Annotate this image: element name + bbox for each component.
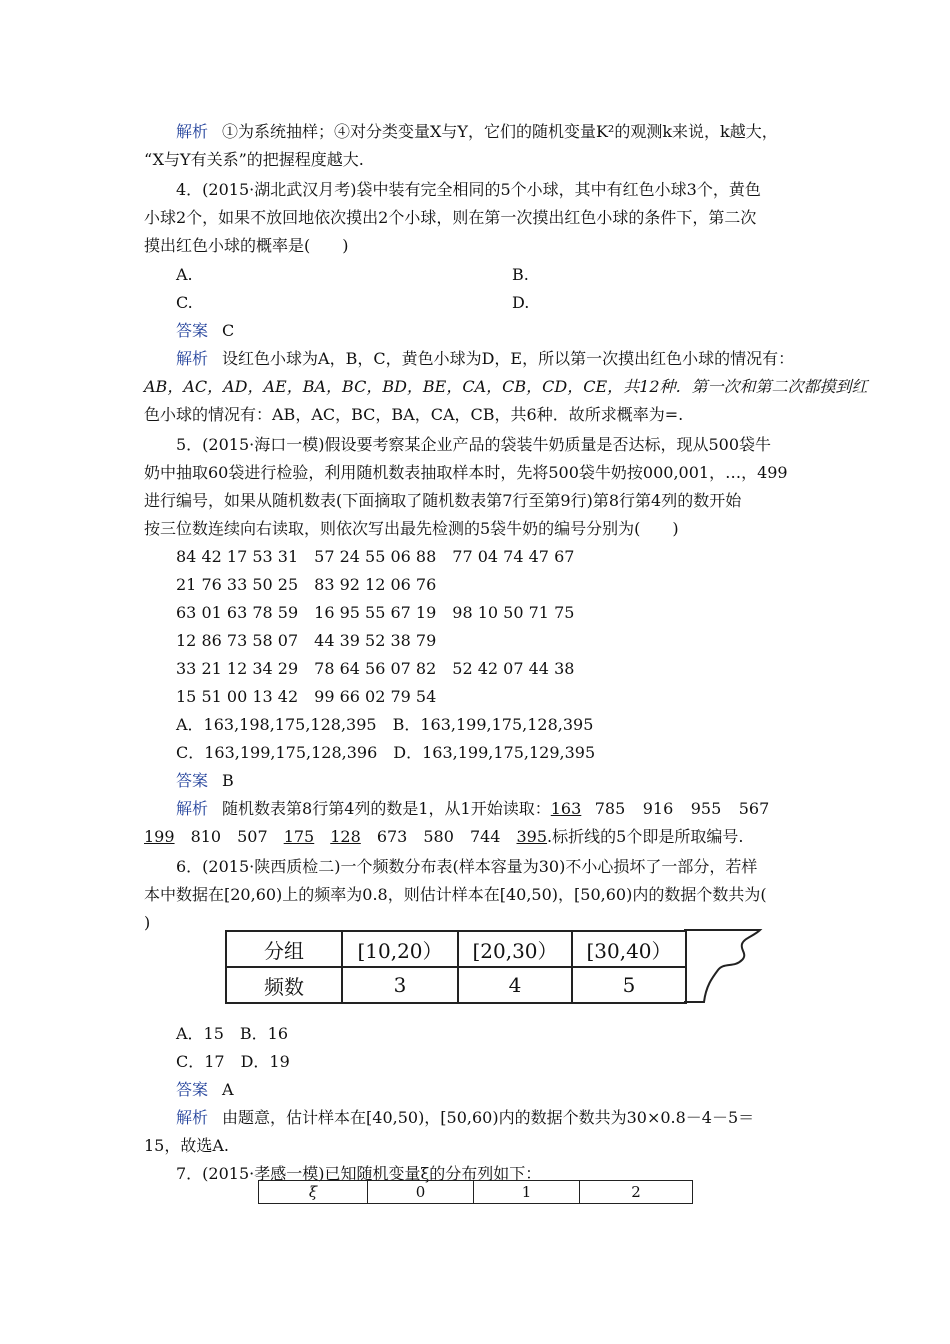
q5-answer-line: [176, 767, 234, 795]
answer-tag: 答案: [176, 1080, 209, 1099]
table-row: [226, 931, 686, 967]
q4-analysis-line-1: [176, 345, 794, 373]
q5-answer: B: [222, 771, 234, 790]
table-cell: 频数: [226, 967, 342, 1003]
random-number: 916: [642, 799, 674, 818]
q4-analysis-text-2: AB，AC，AD，AE，BA，BC，BD，BE，CA，CB，CD，CE，共12种．第一次和第二次都摸到红: [144, 377, 868, 396]
random-number: 507: [237, 827, 268, 846]
q4-option-d: D.: [512, 293, 530, 312]
table-cell: 1: [474, 1181, 580, 1204]
q6-analysis-text-1: 由题意，估计样本在[40,50)，[50,60)内的数据个数共为30×0.8－4－5＝: [222, 1108, 755, 1127]
analysis-tag: 解析: [176, 1108, 209, 1127]
q6-analysis-text-2: 15，故选A.: [144, 1136, 230, 1155]
distribution-table: [258, 1180, 693, 1204]
q5-analysis-head: 随机数表第8行第4列的数是1，从1开始读取：: [222, 799, 551, 818]
q4-analysis-text-3: 色小球的情况有：AB，AC，BC，BA，CA，CB，共6种．故所求概率为=.: [144, 405, 684, 424]
q5-analysis-line-1: [176, 795, 769, 823]
q6-analysis-line-1: [176, 1104, 754, 1132]
selected-number: 175: [283, 827, 315, 846]
random-number: 744: [469, 827, 501, 846]
table-cell: 5: [572, 967, 686, 1003]
answer-tag: 答案: [176, 321, 209, 340]
random-number: 567: [738, 799, 770, 818]
table-cell: 分组: [226, 931, 342, 967]
table-cell: 4: [458, 967, 572, 1003]
q4-stem-1: 4．(2015·湖北武汉月考)袋中装有完全相同的5个小球，其中有红色小球3个，黄色: [176, 180, 761, 199]
random-table-row: 12 86 73 58 07 44 39 52 38 79: [176, 631, 437, 650]
q5-stem-2: 奶中抽取60袋进行检验，利用随机数表抽取样本时，先将500袋牛奶按000,001，…，499: [144, 463, 788, 482]
q6-options-cd: C．17 D．19: [176, 1052, 290, 1071]
q6-stem-1: 6．(2015·陕西质检二)一个频数分布表(样本容量为30)不小心损坏了一部分，若样: [176, 857, 758, 876]
q5-options-cd: C．163,199,175,128,396 D．163,199,175,129,395: [176, 743, 596, 762]
table-cell: 2: [580, 1181, 693, 1204]
random-number: 955: [690, 799, 722, 818]
q4-option-a: A.: [176, 265, 193, 284]
q6-answer: A: [222, 1080, 234, 1099]
torn-edge-icon: [684, 928, 764, 1004]
q3-analysis-text-1: ①为系统抽样；④对分类变量X与Y，它们的随机变量K²的观测k来说，k越大，: [222, 122, 778, 141]
q5-stem-1: 5．(2015·海口一模)假设要考察某企业产品的袋装牛奶质量是否达标，现从500袋牛: [176, 435, 772, 454]
q5-stem-4: 按三位数连续向右读取，则依次写出最先检测的5袋牛奶的编号分别为( ): [144, 519, 679, 538]
table-cell: 0: [368, 1181, 474, 1204]
q4-option-c: C.: [176, 293, 193, 312]
selected-number: 163: [550, 799, 582, 818]
q4-analysis-text-1: 设红色小球为A，B，C，黄色小球为D，E，所以第一次摸出红色小球的情况有：: [222, 349, 795, 368]
random-table-row: 33 21 12 34 29 78 64 56 07 82 52 42 07 44 38: [176, 659, 575, 678]
selected-number: 199: [144, 827, 175, 846]
q4-option-b: B.: [512, 265, 529, 284]
q3-analysis-line-1: [176, 118, 778, 146]
q5-analysis-tail: .标折线的5个即是所取编号.: [547, 827, 744, 846]
q4-stem-3: 摸出红色小球的概率是( ): [144, 236, 349, 255]
q5-options-ab: A．163,198,175,128,395 B．163,199,175,128,395: [176, 715, 594, 734]
frequency-table: [225, 930, 687, 1004]
selected-number: 128: [330, 827, 361, 846]
q4-answer-line: [176, 317, 234, 345]
q7-stem: 7．(2015·孝感一模)已知随机变量ξ的分布列如下：: [176, 1164, 542, 1183]
table-cell: [30,40）: [572, 931, 686, 967]
random-table-row: 21 76 33 50 25 83 92 12 06 76: [176, 575, 437, 594]
random-table-row: 15 51 00 13 42 99 66 02 79 54: [176, 687, 437, 706]
analysis-tag: 解析: [176, 799, 209, 818]
q3-analysis-text-2: “X与Y有关系”的把握程度越大.: [144, 150, 364, 169]
random-table-row: 84 42 17 53 31 57 24 55 06 88 77 04 74 47 67: [176, 547, 575, 566]
table-cell: [20,30）: [458, 931, 572, 967]
q4-answer: C: [222, 321, 235, 340]
table-cell: 3: [342, 967, 458, 1003]
table-cell: [10,20）: [342, 931, 458, 967]
q5-analysis-line-2: [144, 823, 743, 851]
q6-answer-line: [176, 1076, 234, 1104]
table-row: [226, 967, 686, 1003]
selected-number: 395: [516, 827, 548, 846]
q4-stem-2: 小球2个，如果不放回地依次摸出2个小球，则在第一次摸出红色小球的条件下，第二次: [144, 208, 757, 227]
random-number: 810: [190, 827, 222, 846]
q6-stem-3: ): [144, 913, 151, 932]
random-number: 785: [594, 799, 626, 818]
q6-stem-2: 本中数据在[20,60)上的频率为0.8，则估计样本在[40,50)，[50,60)内的数据个数共为(: [144, 885, 767, 904]
random-number: 580: [423, 827, 454, 846]
random-table-row: 63 01 63 78 59 16 95 55 67 19 98 10 50 71 75: [176, 603, 575, 622]
random-number: 673: [376, 827, 408, 846]
analysis-tag: 解析: [176, 349, 209, 368]
q5-stem-3: 进行编号，如果从随机数表(下面摘取了随机数表第7行至第9行)第8行第4列的数开始: [144, 491, 742, 510]
answer-tag: 答案: [176, 771, 209, 790]
table-row: [259, 1181, 693, 1204]
table-cell: ξ: [259, 1181, 368, 1204]
analysis-tag: 解析: [176, 122, 209, 141]
q6-options-ab: A．15 B．16: [176, 1024, 289, 1043]
